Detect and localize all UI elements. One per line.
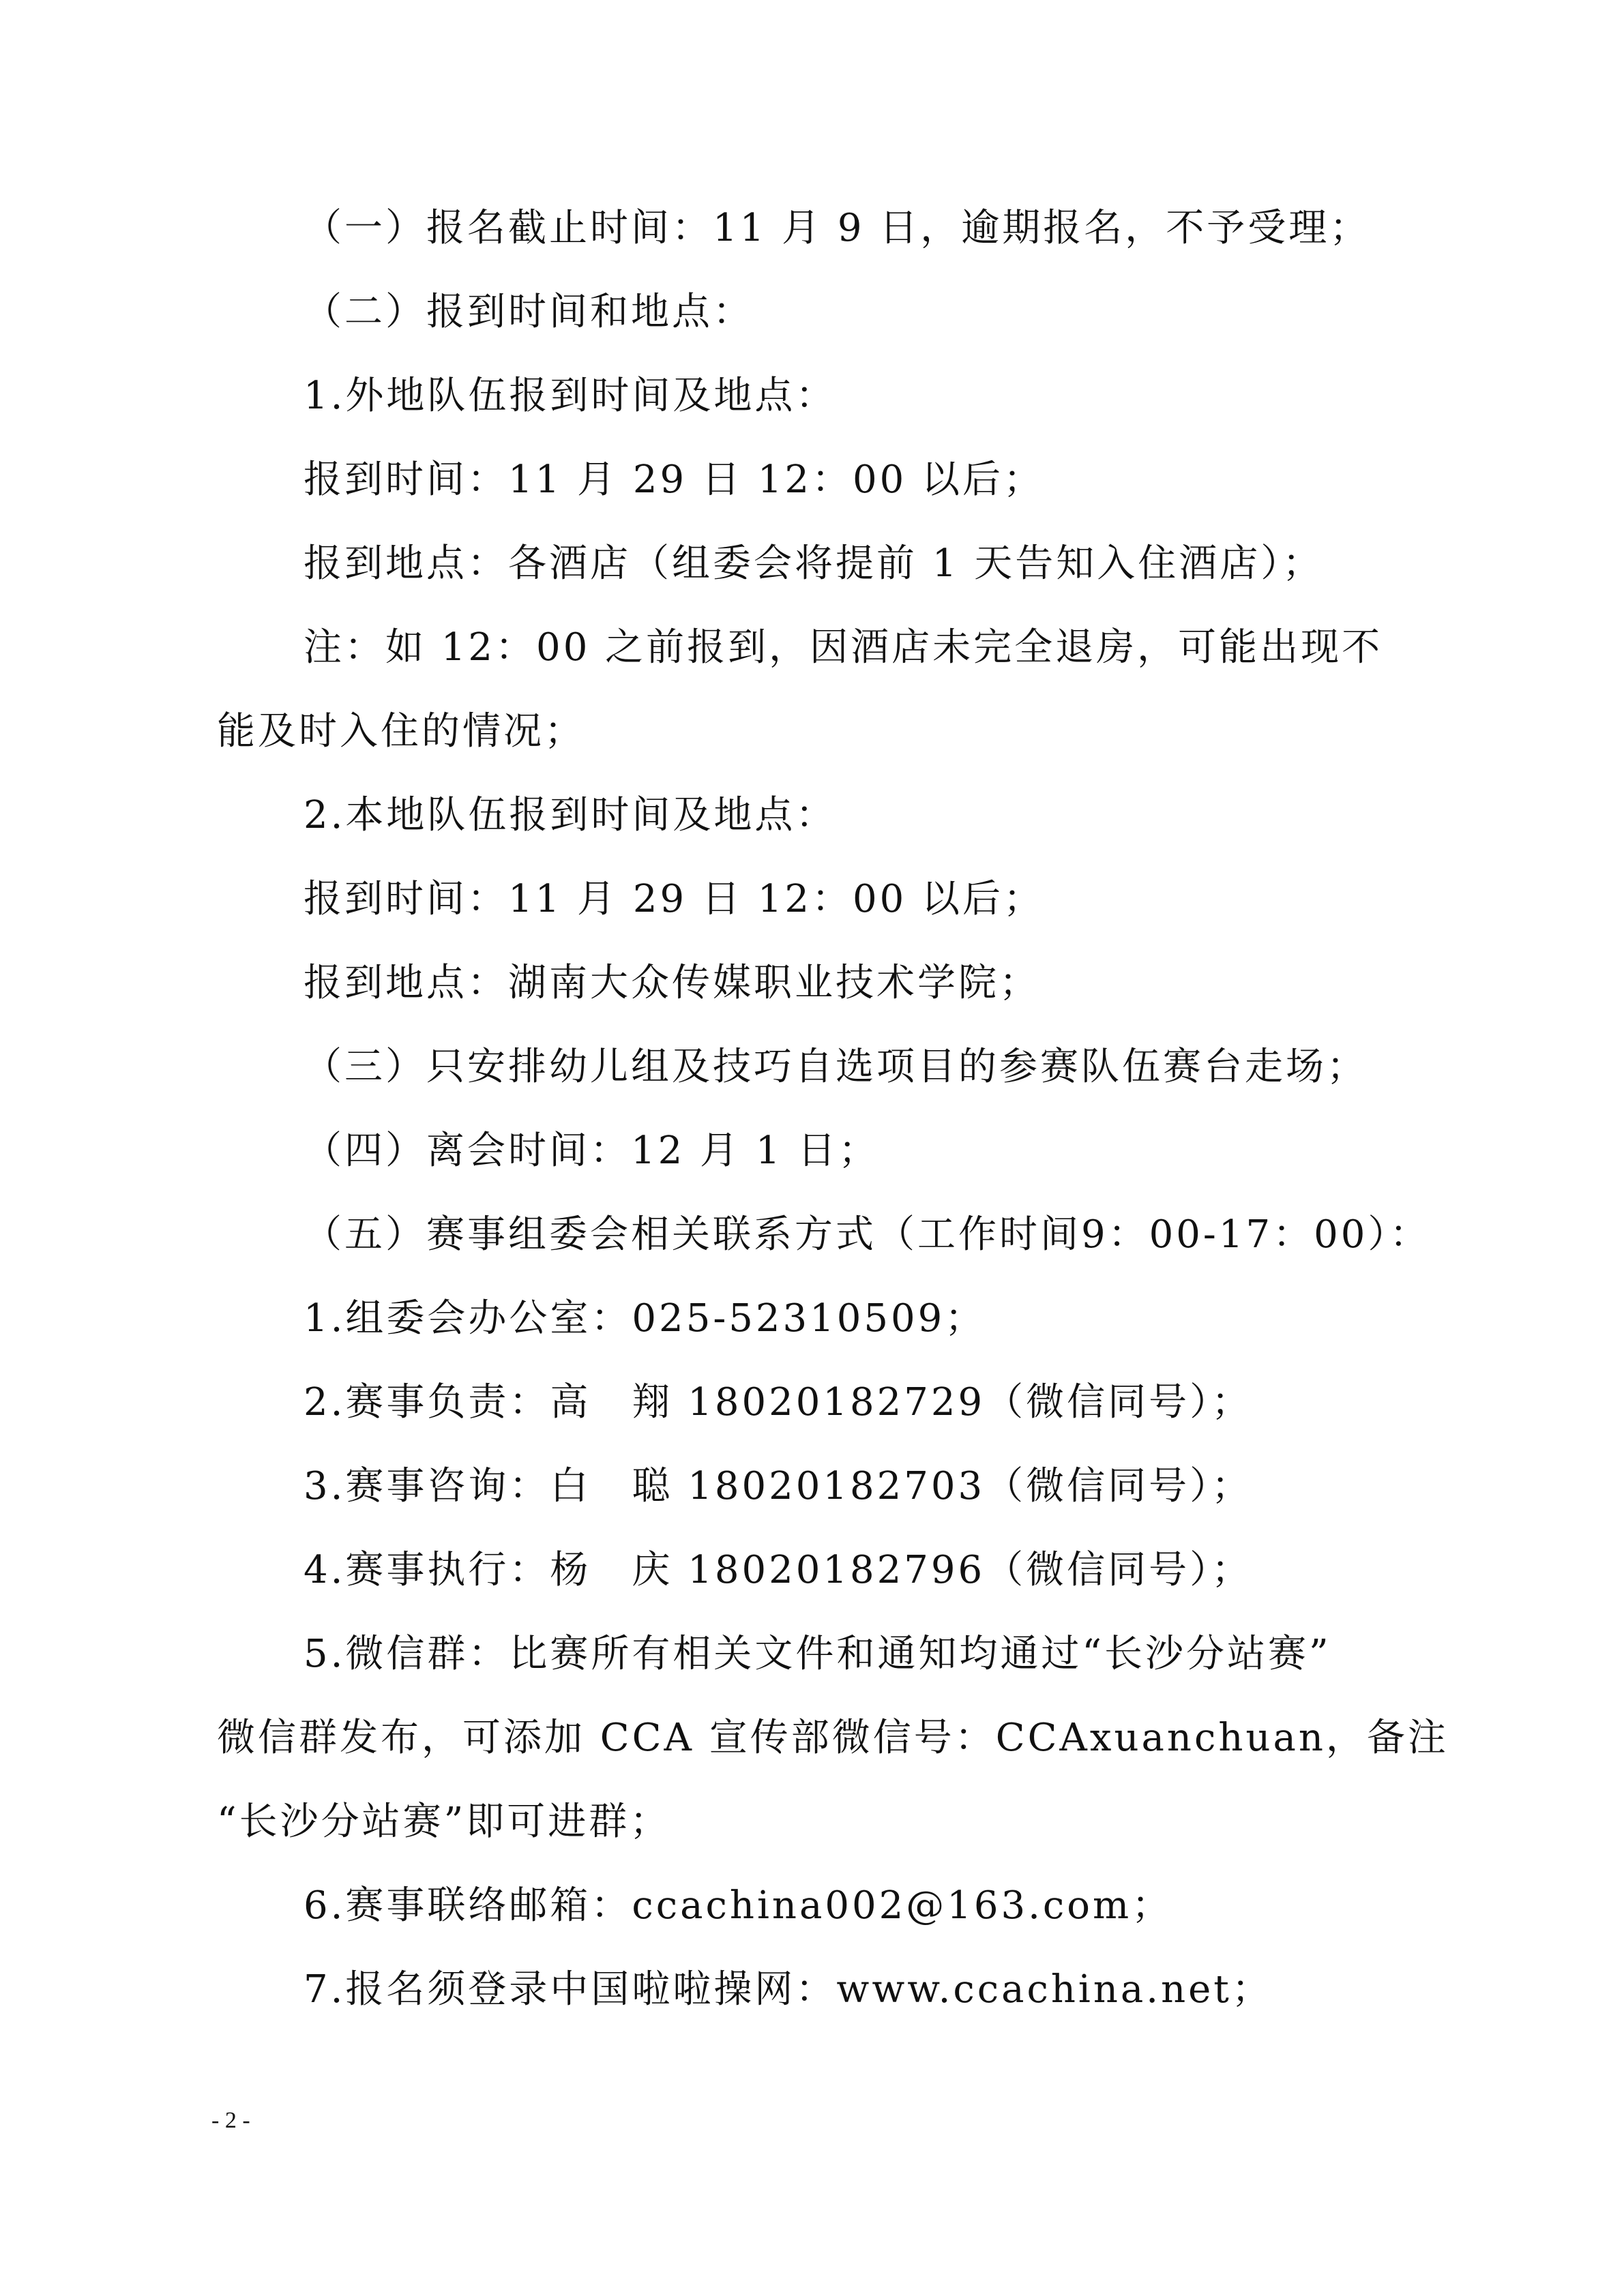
text-line-check-in-place-1: 报到地点：各酒店（组委会将提前 1 天告知入住酒店）； — [304, 541, 1324, 586]
text-line-check-in-time-1: 报到时间：11 月 29 日 12：00 以后； — [304, 458, 1045, 502]
text-line-wechat-group-end: “长沙分站赛”即可进群； — [217, 1800, 671, 1844]
text-line-event-inquiry: 3.赛事咨询：白 聪 18020182703（微信同号）； — [304, 1464, 1253, 1508]
text-line-wechat-group: 5.微信群：比赛所有相关文件和通知均通过“长沙分站赛” — [304, 1632, 1331, 1676]
text-line-check-in-time-2: 报到时间：11 月 29 日 12：00 以后； — [304, 877, 1045, 921]
page-number: - 2 - — [211, 2108, 250, 2133]
text-line-note-start: 注：如 12：00 之前报到，因酒店未完全退房，可能出现不 — [304, 625, 1383, 670]
text-line-office-phone: 1.组委会办公室：025-52310509； — [304, 1296, 986, 1341]
text-line-departure-time: （四）离会时间：12 月 1 日； — [304, 1129, 880, 1173]
text-line-stage-walkthrough: （三）只安排幼儿组及技巧自选项目的参赛队伍赛台走场； — [304, 1045, 1368, 1089]
text-line-local-teams: 2.本地队伍报到时间及地点： — [304, 793, 837, 837]
text-line-note-end: 能及时入住的情况； — [217, 709, 585, 754]
text-line-registration-deadline: （一）报名截止时间：11 月 9 日，逾期报名，不予受理； — [304, 206, 1371, 250]
text-line-event-execution: 4.赛事执行：杨 庆 18020182796（微信同号）； — [304, 1548, 1253, 1592]
text-line-contact-heading: （五）赛事组委会相关联系方式（工作时间9：00-17：00）： — [304, 1212, 1431, 1257]
text-line-contact-email: 6.赛事联络邮箱：ccachina002@163.com； — [304, 1883, 1173, 1928]
text-line-wechat-group-cont: 微信群发布，可添加 CCA 宣传部微信号：CCAxuanchuan，备注 — [217, 1716, 1449, 1760]
text-line-event-lead: 2.赛事负责：高 翔 18020182729（微信同号）； — [304, 1380, 1253, 1425]
text-line-check-in-place-2: 报到地点：湖南大众传媒职业技术学院； — [304, 961, 1040, 1005]
text-line-registration-website: 7.报名须登录中国啦啦操网：www.ccachina.net； — [304, 1967, 1273, 2012]
text-line-out-of-town-teams: 1.外地队伍报到时间及地点： — [304, 374, 837, 418]
text-line-check-in-heading: （二）报到时间和地点： — [304, 290, 754, 334]
